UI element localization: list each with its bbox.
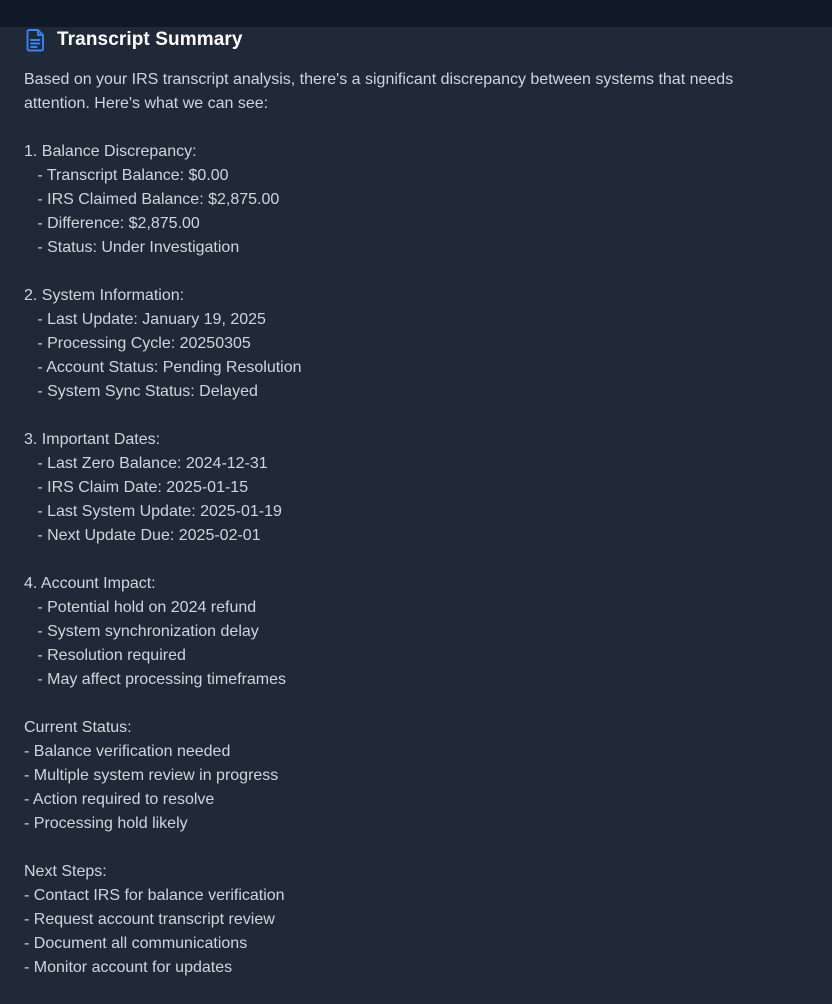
section-heading: 1. Balance Discrepancy: bbox=[24, 143, 197, 160]
list-item: - IRS Claim Date: 2025-01-15 bbox=[37, 479, 249, 496]
list-item: - Contact IRS for balance verification bbox=[24, 887, 285, 904]
list-item: - May affect processing timeframes bbox=[37, 671, 287, 688]
list-item: - Transcript Balance: $0.00 bbox=[37, 167, 229, 184]
list-item: - Document all communications bbox=[24, 935, 248, 952]
list-item: - Request account transcript review bbox=[24, 911, 275, 928]
list-item: - Status: Under Investigation bbox=[37, 239, 240, 256]
list-item: - Difference: $2,875.00 bbox=[37, 215, 200, 232]
section-heading: Current Status: bbox=[24, 719, 132, 736]
list-item: - Last Zero Balance: 2024-12-31 bbox=[37, 455, 268, 472]
summary-title: Transcript Summary bbox=[57, 29, 243, 50]
summary-body bbox=[24, 68, 804, 980]
list-item: - Balance verification needed bbox=[24, 743, 231, 760]
list-item: - System Sync Status: Delayed bbox=[37, 383, 258, 400]
list-item: - Action required to resolve bbox=[24, 791, 215, 808]
list-item: - Potential hold on 2024 refund bbox=[37, 599, 257, 616]
list-item: - System synchronization delay bbox=[37, 623, 259, 640]
section-heading: 2. System Information: bbox=[24, 287, 185, 304]
intro-text: attention. Here's what we can see: bbox=[24, 95, 269, 112]
list-item: - Processing hold likely bbox=[24, 815, 188, 832]
list-item: - Last Update: January 19, 2025 bbox=[37, 311, 266, 328]
list-item: - Last System Update: 2025-01-19 bbox=[37, 503, 282, 520]
section-heading: Next Steps: bbox=[24, 863, 107, 880]
list-item: - Monitor account for updates bbox=[24, 959, 233, 976]
list-item: - IRS Claimed Balance: $2,875.00 bbox=[37, 191, 280, 208]
top-bar bbox=[0, 0, 832, 27]
section-heading: 4. Account Impact: bbox=[24, 575, 156, 592]
intro-text: Based on your IRS transcript analysis, there's a significant discrepancy between systems that needs bbox=[24, 71, 734, 88]
list-item: - Next Update Due: 2025-02-01 bbox=[37, 527, 261, 544]
section-heading: 3. Important Dates: bbox=[24, 431, 161, 448]
document-icon bbox=[25, 28, 47, 52]
list-item: - Account Status: Pending Resolution bbox=[37, 359, 302, 376]
list-item: - Processing Cycle: 20250305 bbox=[37, 335, 251, 352]
summary-header bbox=[25, 27, 243, 53]
list-item: - Resolution required bbox=[37, 647, 186, 664]
list-item: - Multiple system review in progress bbox=[24, 767, 279, 784]
transcript-summary-panel bbox=[0, 27, 832, 1004]
